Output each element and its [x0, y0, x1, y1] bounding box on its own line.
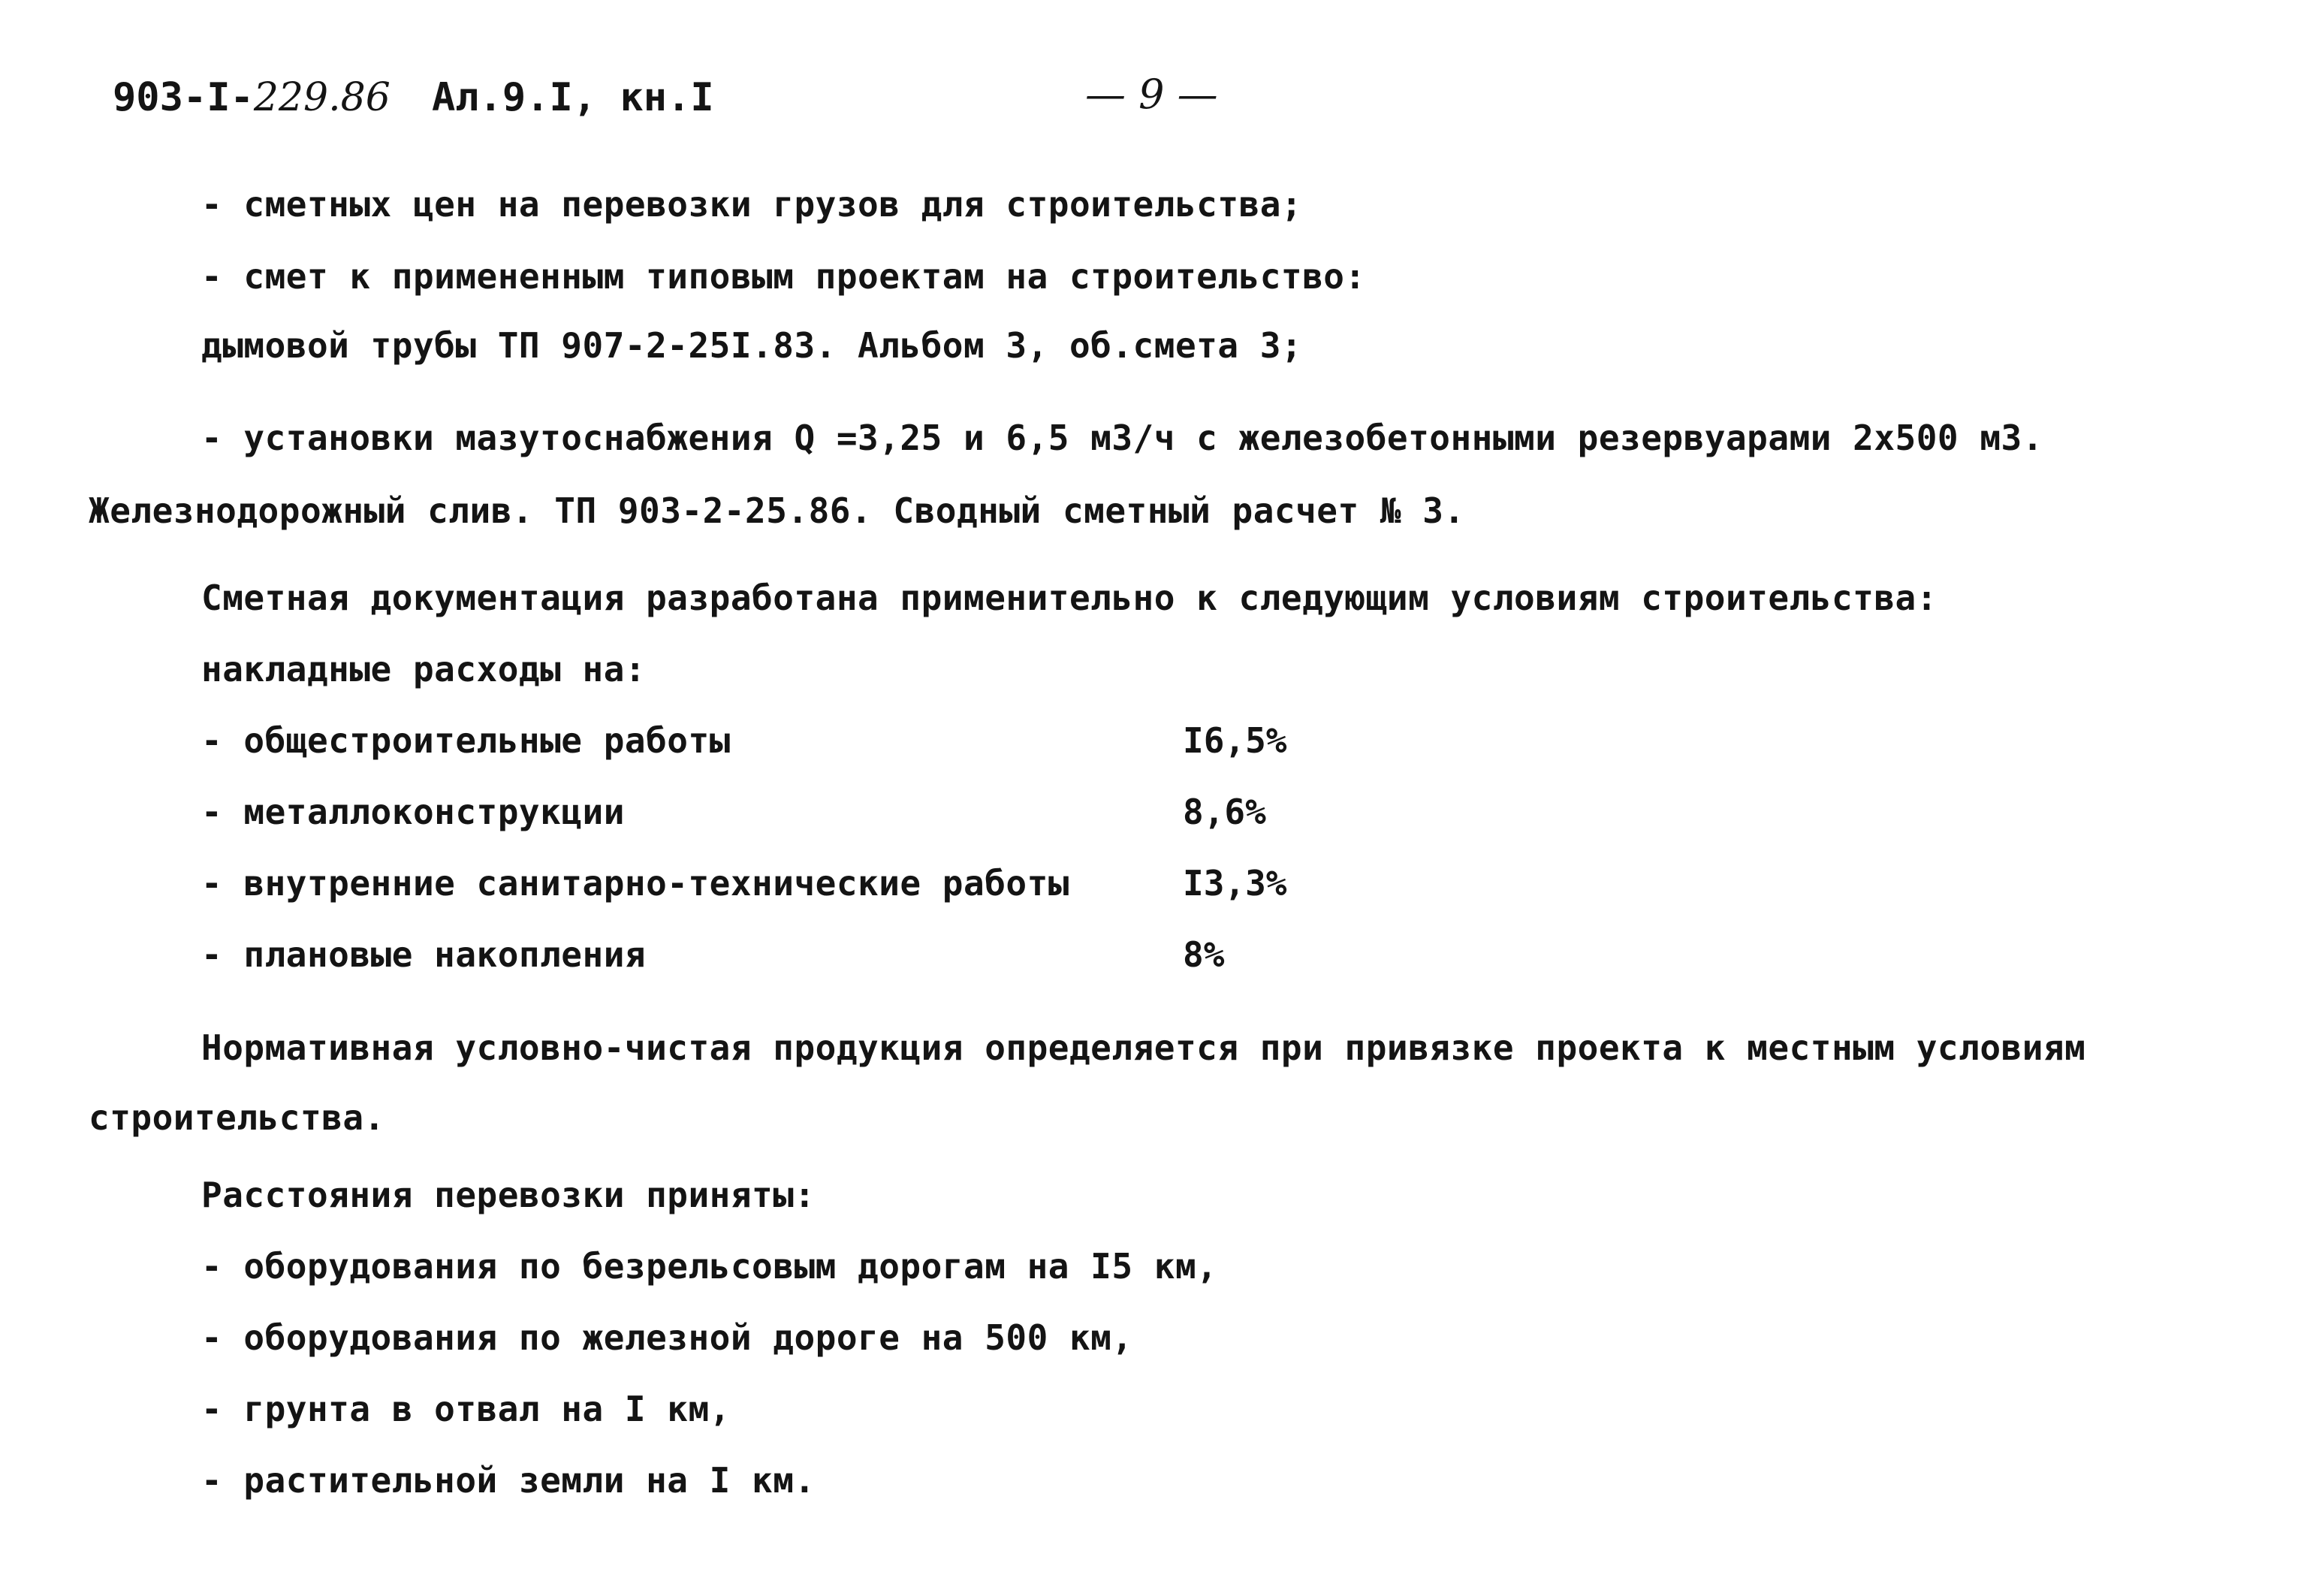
- text-line-normative-product: Нормативная условно-чистая продукция определяется при привязке проекта к местным условиям: [201, 1027, 2086, 1068]
- page-number: — 9 —: [1085, 71, 1218, 118]
- text-line-estimates: - смет к примененным типовым проектам на строительство:: [201, 256, 1366, 297]
- rate-label: - металлоконструкции: [201, 792, 625, 832]
- text-line-prices: - сметных цен на перевозки грузов для строительства;: [201, 184, 1303, 225]
- rate-label: - внутренние санитарно-технические работы: [201, 863, 1069, 904]
- document-code: [113, 75, 391, 120]
- text-line-construction: строительства.: [89, 1097, 385, 1138]
- rate-label: - общестроительные работы: [201, 720, 731, 761]
- text-line-estimate-conditions: Сметная документация разработана применительно к следующим условиям строительства:: [201, 578, 1938, 618]
- text-line-transport-distances: Расстояния перевозки приняты:: [201, 1175, 816, 1215]
- album-reference: Ал.9.I, кн.I: [432, 75, 714, 120]
- text-line-railway-drain: Железнодорожный слив. ТП 903-2-25.86. Сводный сметный расчет № 3.: [89, 490, 1465, 531]
- text-line-fuel-oil-installation: - установки мазутоснабжения Q =3,25 и 6,5 м3/ч с железобетонными резервуарами 2х500 м3.: [201, 418, 2043, 458]
- rate-value: I6,5%: [1183, 720, 1287, 761]
- text-line-equipment-roads: - оборудования по безрельсовым дорогам на I5 км,: [201, 1246, 1218, 1287]
- rate-label: - плановые накопления: [201, 934, 647, 975]
- rate-value: I3,3%: [1183, 863, 1287, 904]
- rate-value: 8%: [1183, 934, 1225, 975]
- text-line-overheads-heading: накладные расходы на:: [201, 649, 647, 689]
- text-line-equipment-railway: - оборудования по железной дороге на 500 км,: [201, 1317, 1133, 1358]
- text-line-soil-dump: - грунта в отвал на I км,: [201, 1389, 731, 1429]
- text-line-topsoil: - растительной земли на I км.: [201, 1460, 816, 1501]
- text-line-chimney: дымовой трубы ТП 907-2-25I.83. Альбом 3, об.смета 3;: [201, 325, 1303, 366]
- document-code-handwritten: 229.86: [253, 75, 391, 120]
- rate-value: 8,6%: [1183, 792, 1266, 832]
- document-code-prefix: 903-I-: [113, 75, 254, 120]
